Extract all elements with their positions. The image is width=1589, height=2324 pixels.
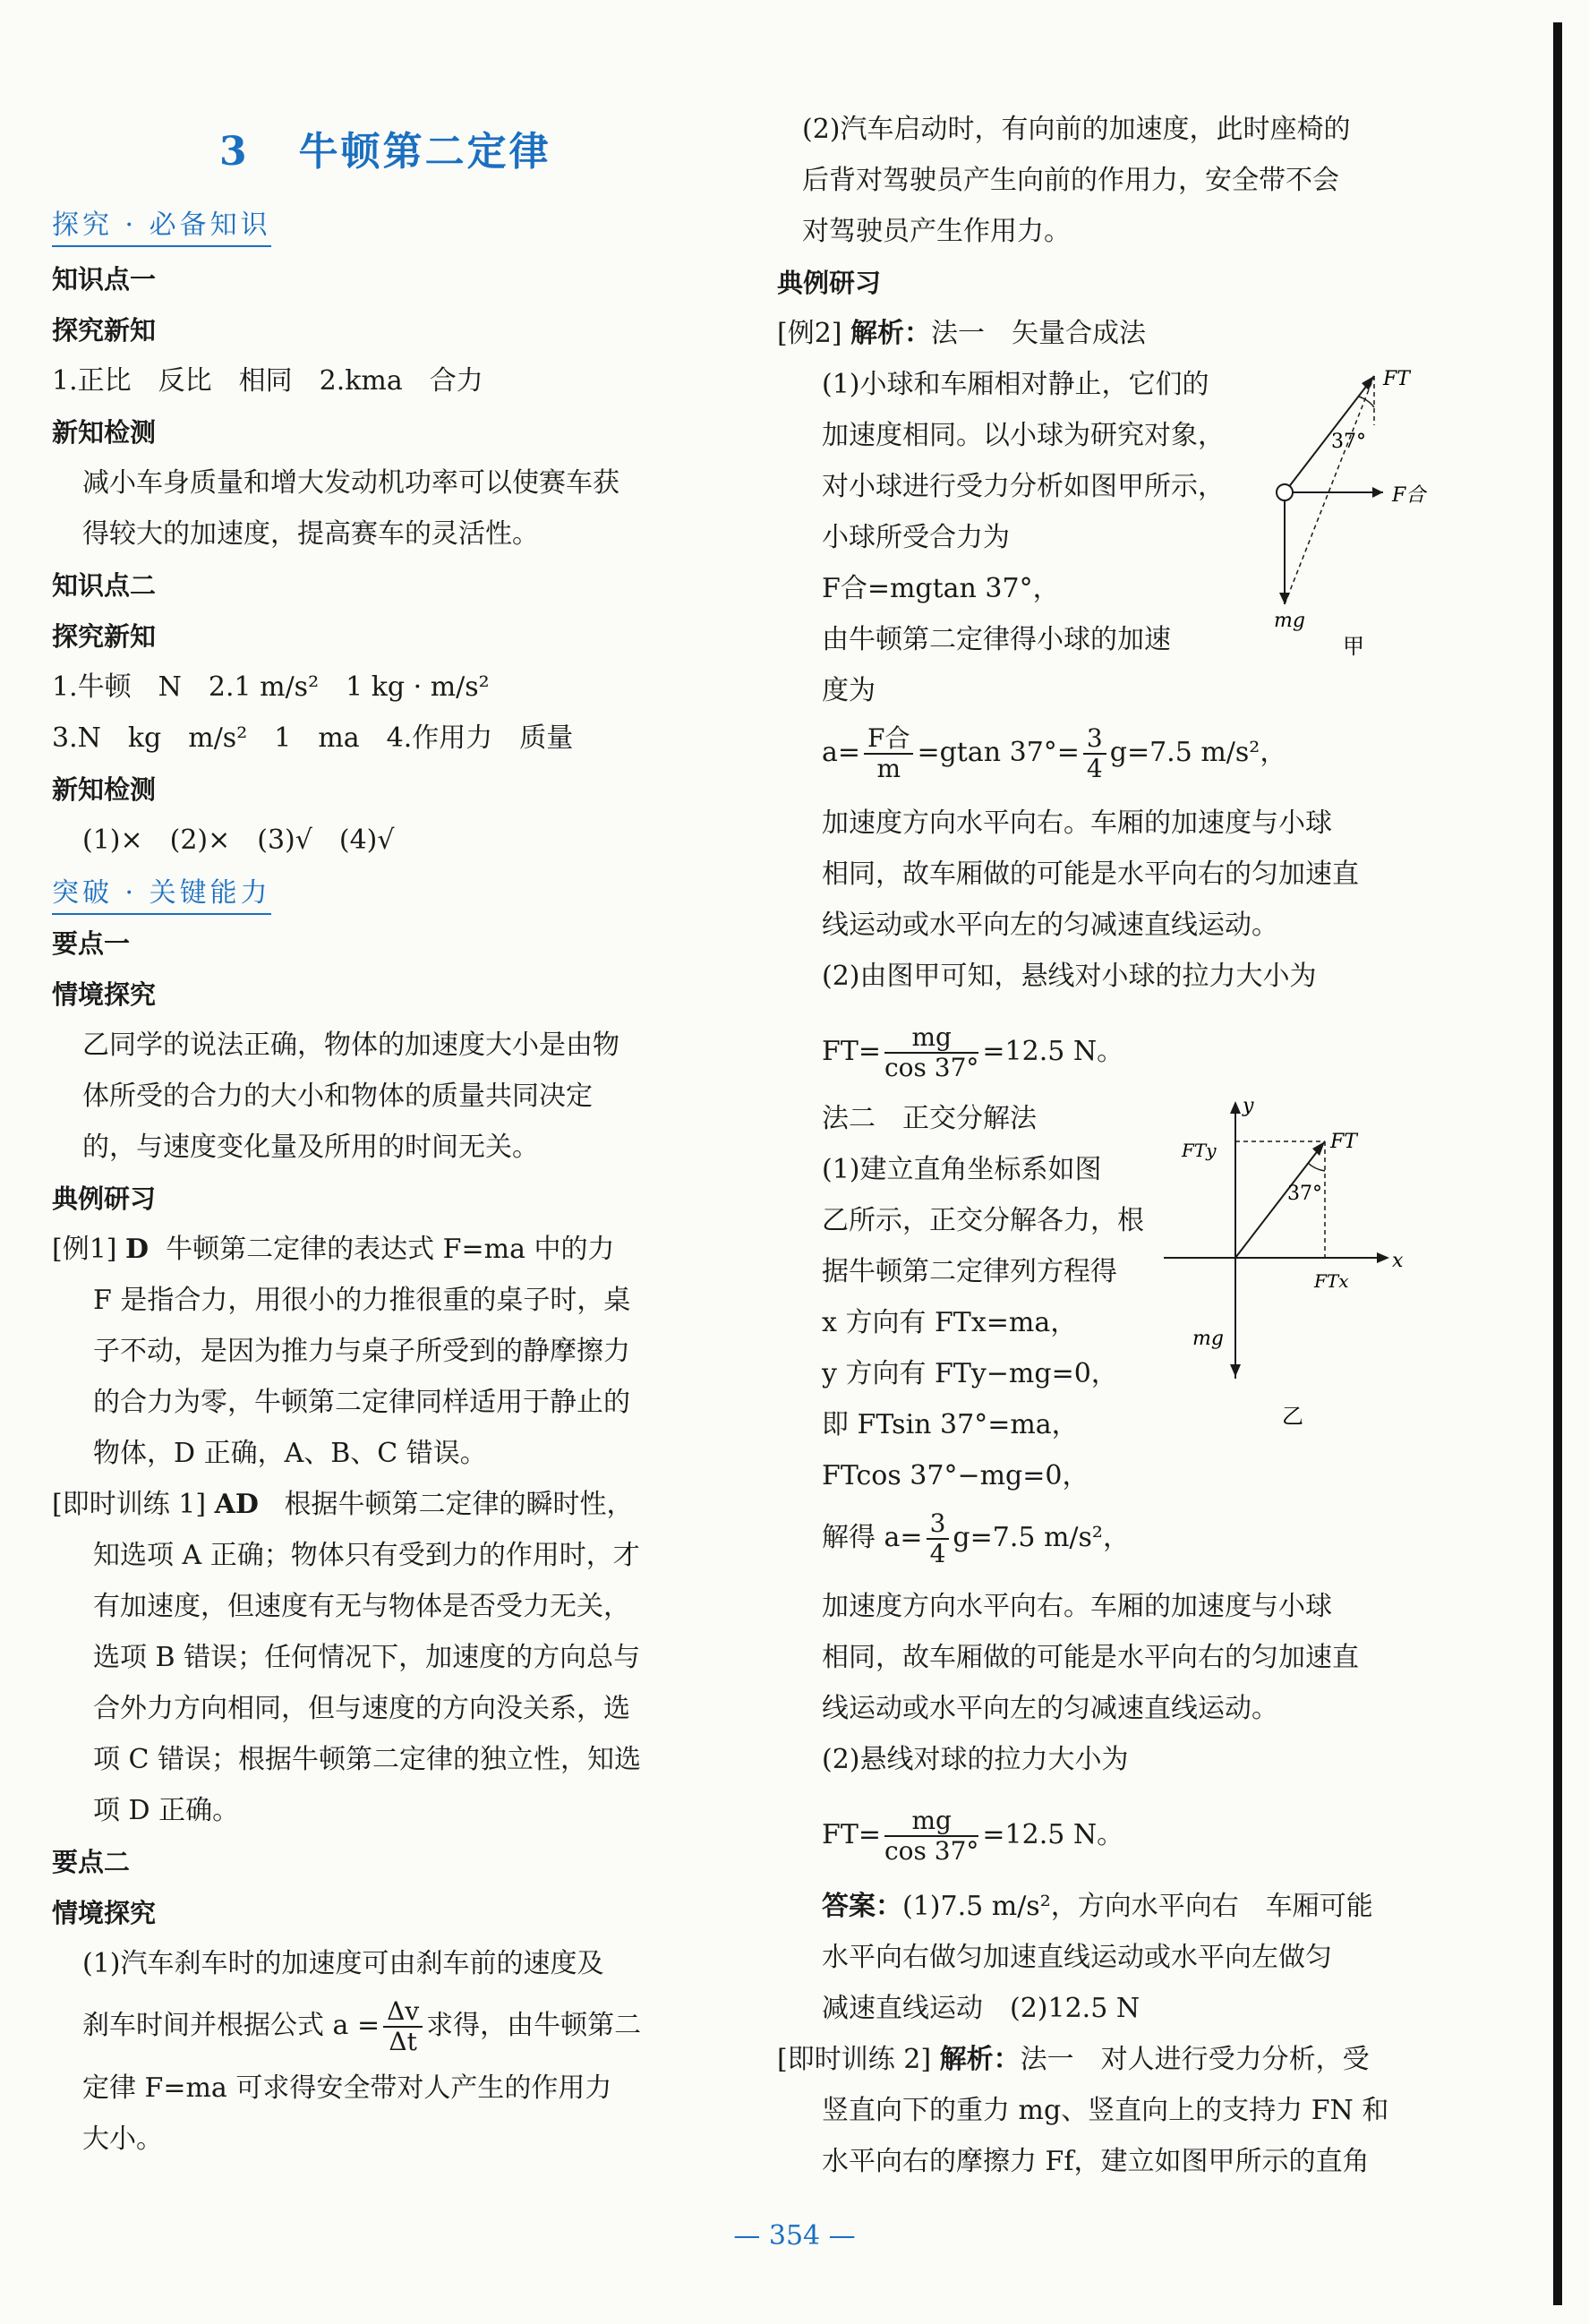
fraction-numerator: mg	[884, 1023, 978, 1054]
scene-line: 体所受的合力的大小和物体的质量共同决定	[82, 1081, 593, 1112]
kp2-answers-2: 3.N kg m/s² 1 ma 4.作用力 质量	[52, 722, 574, 754]
training-1-line: 有加速度，但速度有无与物体是否受力无关，	[93, 1591, 630, 1622]
fraction-numerator: 3	[1083, 724, 1106, 755]
eq-part: 解得 a=	[822, 1522, 923, 1553]
training-1-line: 项 D 正确。	[93, 1795, 240, 1826]
formula-prefix: 刹车时间并根据公式 a =	[82, 2010, 380, 2041]
training-2-line: 水平向右的摩擦力 Ff，建立如图甲所示的直角	[822, 2146, 1370, 2177]
angle-arc	[1359, 397, 1374, 407]
eq-part: FT=	[822, 1819, 881, 1850]
x-axis-arrow	[1377, 1252, 1389, 1263]
answer-line: 减速直线运动 (2)12.5 N	[822, 1993, 1140, 2024]
m1-line: (2)由图甲可知，悬线对小球的拉力大小为	[822, 961, 1317, 992]
example-1-text: 牛顿第二定律的表达式 F=ma 中的力	[166, 1234, 615, 1265]
right-line: 对驾驶员产生作用力。	[802, 216, 1071, 247]
answer-text: (1)7.5 m/s²，方向水平向右 车厢可能	[902, 1891, 1373, 1922]
training-1-answer: AD	[214, 1489, 259, 1520]
training-2-line	[777, 2042, 1370, 2078]
m2-line: 相同，故车厢做的可能是水平向右的匀加速直	[822, 1642, 1359, 1673]
m1-line: 对小球进行受力分析如图甲所示，	[822, 471, 1225, 502]
page-title	[219, 125, 551, 179]
point-1: 要点一	[52, 928, 131, 959]
label-fhe: F合	[1392, 484, 1426, 507]
answer-line: 水平向右做匀加速直线运动或水平向左做匀	[822, 1942, 1332, 1973]
m2-line: 加速度方向水平向右。车厢的加速度与小球	[822, 1591, 1332, 1622]
example-1-line: 物体，D 正确，A、B、C 错误。	[93, 1438, 487, 1469]
fraction-denominator: cos 37°	[884, 1053, 979, 1082]
fhe-arrowhead	[1372, 487, 1383, 498]
knowledge-point-2: 知识点二	[52, 570, 157, 601]
section-heading-2: 突破 · 关键能力	[52, 876, 271, 915]
mg-arrowhead	[1230, 1364, 1241, 1377]
fraction-denominator: cos 37°	[884, 1836, 979, 1866]
eq-part: g=7.5 m/s²，	[953, 1522, 1130, 1553]
example-1-tag: [例1]	[52, 1234, 117, 1265]
m2-line: (2)悬线对球的拉力大小为	[822, 1744, 1129, 1775]
m2-eq2	[822, 1804, 1123, 1867]
fraction	[383, 1997, 423, 2056]
m2-line: (1)建立直角坐标系如图	[822, 1154, 1102, 1185]
kp1-check-line: 得较大的加速度，提高赛车的灵活性。	[82, 518, 539, 550]
eq-part: =12.5 N。	[982, 1036, 1124, 1067]
caption-yi: 乙	[1282, 1404, 1303, 1429]
m2-eq	[822, 1507, 1130, 1569]
eq-part: a=	[822, 737, 861, 768]
scene-heading: 情境探究	[52, 1898, 157, 1928]
m2-line: y 方向有 FTy−mg=0，	[822, 1358, 1118, 1389]
caption-jia: 甲	[1343, 634, 1364, 659]
example-1-line: 的合力为零，牛顿第二定律同样适用于静止的	[93, 1387, 630, 1418]
scene-line: (1)汽车刹车时的加速度可由刹车前的速度及	[82, 1948, 604, 1979]
label-y: y	[1243, 1095, 1254, 1117]
m2-line: FTcos 37°−mg=0，	[822, 1460, 1089, 1491]
fraction	[884, 1807, 978, 1866]
m1-line: (1)小球和车厢相对静止，它们的	[822, 369, 1209, 400]
m2-line: x 方向有 FTx=ma，	[822, 1307, 1078, 1338]
label-ftx: FTx	[1314, 1270, 1349, 1292]
example-1-answer: D	[125, 1234, 150, 1265]
analysis-label: 解析：	[850, 318, 932, 349]
label-mg: mg	[1192, 1328, 1224, 1350]
page-edge-shadow	[1553, 22, 1562, 2305]
m1-line: 相同，故车厢做的可能是水平向右的匀加速直	[822, 859, 1359, 890]
training-1-tag: [即时训练 1]	[52, 1489, 207, 1520]
training-1-text: 根据牛顿第二定律的瞬时性，	[284, 1489, 634, 1520]
example-heading: 典例研习	[777, 268, 882, 298]
m1-eq1: F合=mgtan 37°，	[822, 573, 1060, 604]
title-number: 3	[219, 129, 250, 175]
fraction-numerator: Δv	[383, 1997, 423, 2028]
fraction-numerator: 3	[927, 1509, 950, 1540]
fraction	[884, 1023, 978, 1082]
example-1-line: F 是指合力，用很小的力推很重的桌子时，桌	[93, 1285, 631, 1316]
training-2-text: 法一 对人进行受力分析，受	[1020, 2044, 1370, 2075]
scene-line-formula	[82, 1995, 641, 2057]
m1-eq3	[822, 1021, 1123, 1083]
right-line: (2)汽车启动时，有向前的加速度，此时座椅的	[802, 114, 1351, 145]
page-number: — 354 —	[733, 2220, 856, 2251]
figure-yi	[1164, 1092, 1423, 1432]
fraction-denominator: Δt	[389, 2027, 417, 2056]
eq-part: =gtan 37°=	[917, 737, 1080, 768]
check-heading: 新知检测	[52, 774, 157, 805]
eq-part: FT=	[822, 1036, 881, 1067]
method-1-title: 法一 矢量合成法	[931, 318, 1147, 349]
check-heading: 新知检测	[52, 417, 157, 448]
m2-line: 即 FTsin 37°=ma，	[822, 1409, 1079, 1440]
label-angle: 37°	[1287, 1183, 1322, 1205]
explore-heading: 探究新知	[52, 621, 157, 652]
ft-arrowhead	[1362, 376, 1374, 390]
scene-line: 的，与速度变化量及所用的时间无关。	[82, 1132, 539, 1163]
label-ft: FT	[1330, 1131, 1357, 1153]
method-2-title: 法二 正交分解法	[822, 1103, 1037, 1134]
section-heading-1: 探究 · 必备知识	[52, 208, 271, 247]
fraction-denominator: m	[876, 754, 901, 783]
kp1-check-line: 减小车身质量和增大发动机功率可以使赛车获	[82, 467, 619, 499]
m1-line: 线运动或水平向左的匀减速直线运动。	[822, 910, 1278, 941]
ball	[1277, 484, 1293, 500]
m1-eq2	[822, 722, 1286, 784]
eq-part: g=7.5 m/s²，	[1109, 737, 1287, 768]
training-2-line: 竖直向下的重力 mg、竖直向上的支持力 FN 和	[822, 2095, 1389, 2126]
m1-line: 加速度相同。以小球为研究对象，	[822, 420, 1225, 451]
answer-line	[822, 1889, 1373, 1925]
scene-heading: 情境探究	[52, 979, 157, 1010]
right-line: 后背对驾驶员产生向前的作用力，安全带不会	[802, 165, 1339, 196]
fraction-denominator: 4	[929, 1539, 946, 1568]
kp2-answers-1: 1.牛顿 N 2.1 m/s² 1 kg · m/s²	[52, 671, 490, 703]
label-ft: FT	[1383, 368, 1410, 390]
parallelogram-dash	[1285, 376, 1374, 604]
fraction-denominator: 4	[1086, 754, 1103, 783]
training-1-line: 项 C 错误；根据牛顿第二定律的独立性，知选	[93, 1744, 642, 1775]
scene-line: 定律 F=ma 可求得安全带对人产生的作用力	[82, 2072, 612, 2104]
angle-arc	[1308, 1163, 1325, 1171]
fraction-numerator: F合	[864, 724, 913, 755]
eq-part: =12.5 N。	[982, 1819, 1124, 1850]
kp1-answers: 1.正比 反比 相同 2.kma 合力	[52, 365, 483, 397]
m1-line: 小球所受合力为	[822, 522, 1010, 553]
example-1-line: 子不动，是因为推力与桌子所受到的静摩擦力	[93, 1336, 630, 1367]
label-x: x	[1392, 1250, 1404, 1272]
analysis-label: 解析：	[939, 2044, 1021, 2075]
fraction	[927, 1509, 950, 1568]
y-axis-arrow	[1230, 1101, 1241, 1114]
label-fty: FTy	[1182, 1140, 1217, 1161]
m1-line: 由牛顿第二定律得小球的加速	[822, 624, 1171, 655]
m1-line: 度为	[822, 675, 876, 706]
knowledge-point-1: 知识点一	[52, 264, 157, 295]
m1-line: 加速度方向水平向右。车厢的加速度与小球	[822, 807, 1332, 839]
label-mg: mg	[1274, 610, 1305, 632]
answer-label: 答案：	[822, 1891, 902, 1922]
scene-line: 乙同学的说法正确，物体的加速度大小是由物	[82, 1030, 619, 1061]
ft-arrowhead	[1312, 1141, 1325, 1156]
m2-line: 乙所示，正交分解各力，根	[822, 1205, 1144, 1236]
m2-line: 据牛顿第二定律列方程得	[822, 1256, 1117, 1287]
example-heading: 典例研习	[52, 1183, 157, 1214]
training-1-line	[52, 1487, 633, 1523]
label-angle: 37°	[1331, 431, 1366, 453]
explore-heading: 探究新知	[52, 315, 157, 346]
fraction	[1083, 724, 1106, 783]
training-1-line: 选项 B 错误；任何情况下，加速度的方向总与	[93, 1642, 641, 1673]
scene-line: 大小。	[82, 2123, 163, 2155]
figure-jia	[1267, 358, 1446, 662]
fraction	[864, 724, 913, 783]
kp2-check-answers: (1)× (2)× (3)√ (4)√	[82, 825, 395, 856]
training-1-line: 合外力方向相同，但与速度的方向没关系，选	[93, 1693, 630, 1724]
formula-suffix: 求得，由牛顿第二	[426, 2010, 642, 2041]
example-2-header	[777, 316, 1146, 352]
example-1-line	[52, 1232, 615, 1268]
m2-line: 线运动或水平向左的匀减速直线运动。	[822, 1693, 1278, 1724]
training-1-line: 知选项 A 正确；物体只有受到力的作用时，才	[93, 1540, 640, 1571]
title-text: 牛顿第二定律	[298, 129, 551, 175]
point-2: 要点二	[52, 1847, 131, 1877]
example-2-tag: [例2]	[777, 318, 842, 349]
fraction-numerator: mg	[884, 1807, 978, 1837]
training-2-tag: [即时训练 2]	[777, 2044, 932, 2075]
